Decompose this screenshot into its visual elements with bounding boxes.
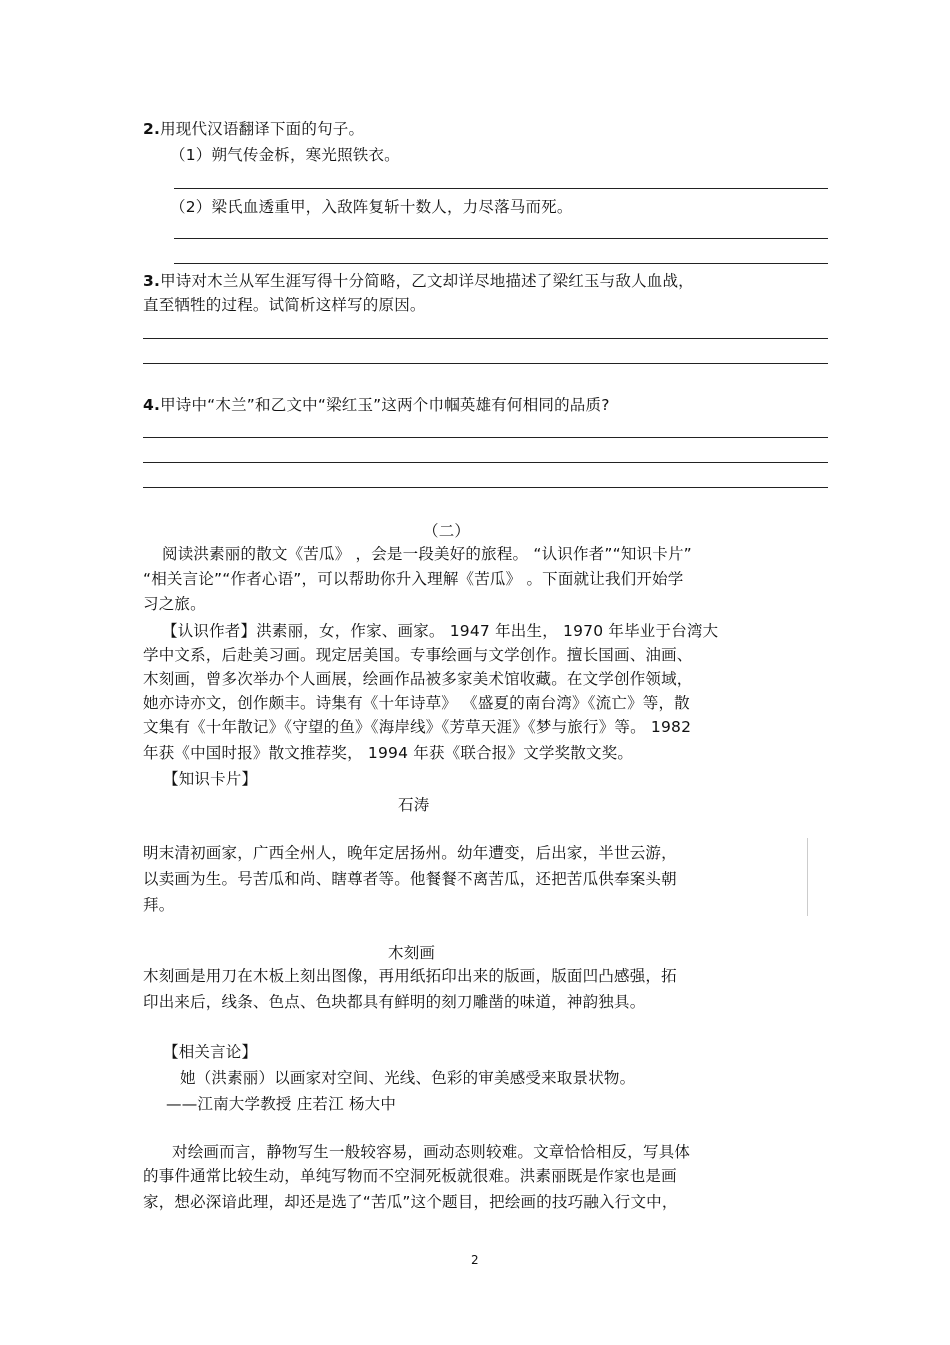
knowledge-card-label: 【知识卡片】 — [163, 770, 258, 788]
author-line-4: 她亦诗亦文，创作颇丰。诗集有《十年诗草》 《盛夏的南台湾》《流亡》等，散 — [143, 694, 690, 712]
q2-sentence-1 — [170, 145, 400, 165]
answer-line[interactable] — [174, 238, 828, 239]
answer-line[interactable] — [143, 437, 828, 438]
q4-prompt — [143, 395, 610, 415]
muke-title: 木刻画 — [388, 944, 436, 962]
author-line-5: 文集有《十年散记》《守望的鱼》《海岸线》《芳草天涯》《梦与旅行》等。 1982 — [143, 718, 692, 736]
q3-line-1-text: 甲诗对木兰从军生涯写得十分简略，乙文却详尽地描述了梁红玉与敌人血战， — [160, 272, 694, 290]
para-line-3: 家，想必深谙此理，却还是选了“苦瓜”这个题目，把绘画的技巧融入行文中， — [143, 1193, 678, 1211]
answer-line[interactable] — [174, 263, 828, 264]
muke-line-2: 印出来后，线条、色点、色块都具有鲜明的刻刀雕凿的味道，神韵独具。 — [143, 993, 646, 1011]
q3-number: 3. — [143, 272, 161, 290]
shitao-title: 石涛 — [398, 796, 430, 814]
q3-line-1 — [143, 271, 694, 291]
q3-line-2: 直至牺牲的过程。试简析这样写的原因。 — [143, 296, 426, 314]
answer-line[interactable] — [143, 487, 828, 488]
para-line-2: 的事件通常比较生动，单纯写物而不空洞死板就很难。洪素丽既是作家也是画 — [143, 1167, 677, 1185]
intro-line-2: “相关言论”“作者心语”，可以帮助你升入理解《苦瓜》 。下面就让我们开始学 — [143, 570, 684, 588]
author-line-3: 木刻画，曾多次举办个人画展，绘画作品被多家美术馆收藏。在文学创作领域， — [143, 670, 693, 688]
page-number: 2 — [471, 1253, 479, 1267]
shitao-line-3: 拜。 — [143, 896, 175, 914]
shitao-line-1: 明末清初画家，广西全州人，晚年定居扬州。幼年遭变，后出家，半世云游， — [143, 844, 677, 862]
q2-s2-number: （2） — [170, 198, 212, 216]
intro-line-1: 阅读洪素丽的散文《苦瓜》 ，会是一段美好的旅程。 “认识作者”“知识卡片” — [162, 545, 692, 563]
q2-sentence-2 — [170, 197, 573, 217]
muke-line-1: 木刻画是用刀在木板上刻出图像，再用纸拓印出来的版画，版面凹凸感强，拓 — [143, 967, 677, 985]
q2-s1-number: （1） — [170, 146, 212, 164]
para-line-1: 对绘画而言，静物写生一般较容易，画动态则较难。文章恰恰相反，写具体 — [172, 1143, 691, 1161]
section-heading: （二） — [423, 522, 471, 540]
quote-attribution: ——江南大学教授 庄若江 杨大中 — [166, 1095, 397, 1113]
q2-s1-text: 朔气传金柝，寒光照铁衣。 — [211, 146, 400, 164]
answer-line[interactable] — [143, 338, 828, 339]
author-line-2: 学中文系，后赴美习画。现定居美国。专事绘画与文学创作。擅长国画、油画、 — [143, 646, 693, 664]
card-border — [807, 838, 808, 916]
quote: 她（洪素丽）以画家对空间、光线、色彩的审美感受来取景状物。 — [180, 1069, 636, 1087]
answer-line[interactable] — [143, 363, 828, 364]
q4-number: 4. — [143, 396, 161, 414]
q2-s2-text: 梁氏血透重甲，入敌阵复斩十数人，力尽落马而死。 — [211, 198, 573, 216]
remarks-label: 【相关言论】 — [163, 1043, 258, 1061]
answer-line[interactable] — [143, 462, 828, 463]
q4-text: 甲诗中“木兰”和乙文中“梁红玉”这两个巾帼英雄有何相同的品质? — [160, 396, 610, 414]
author-line-1: 【认识作者】洪素丽，女，作家、画家。 1947 年出生， 1970 年毕业于台湾大 — [162, 622, 719, 640]
intro-line-3: 习之旅。 — [143, 595, 206, 613]
author-line-6: 年获《中国时报》散文推荐奖， 1994 年获《联合报》文学奖散文奖。 — [143, 744, 634, 762]
q2-number: 2. — [143, 120, 161, 138]
q2-prompt — [143, 119, 364, 139]
q2-prompt-text: 用现代汉语翻译下面的句子。 — [160, 120, 365, 138]
shitao-line-2: 以卖画为生。号苦瓜和尚、瞎尊者等。他餐餐不离苦瓜，还把苦瓜供奉案头朝 — [143, 870, 677, 888]
answer-line[interactable] — [174, 188, 828, 189]
